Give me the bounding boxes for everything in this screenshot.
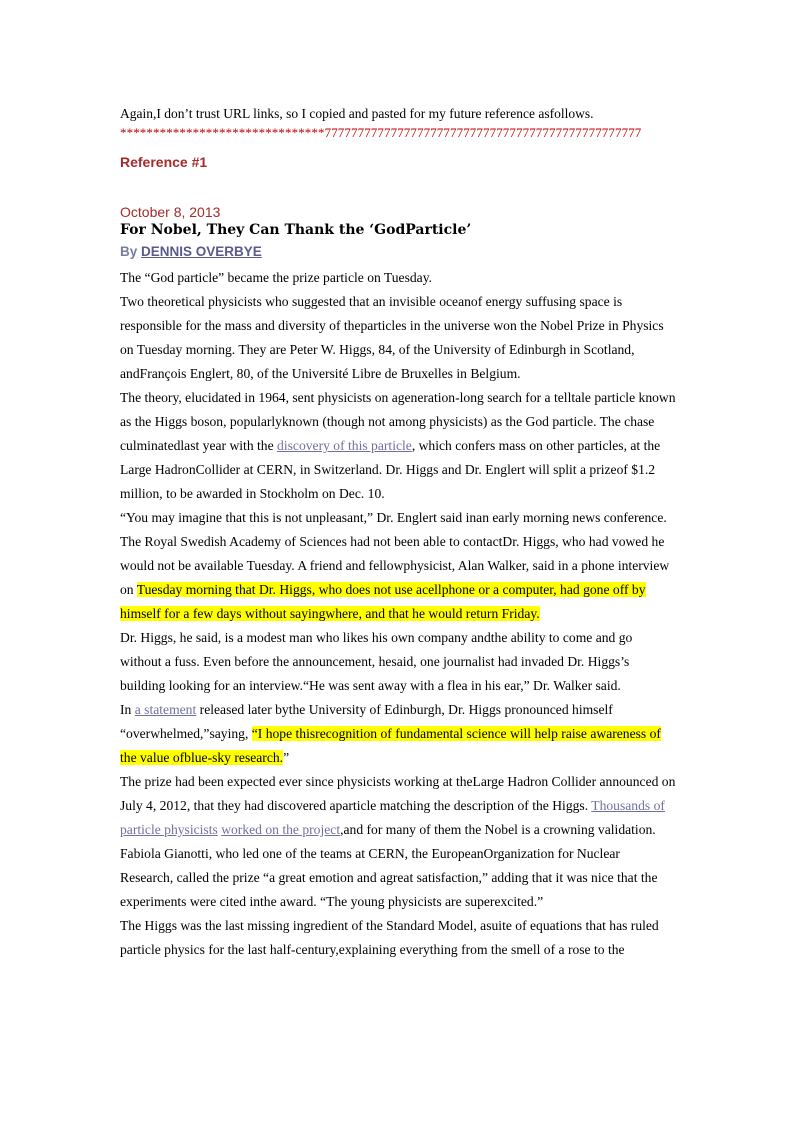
- text-run: The prize had been expected ever since physicists working at theLarge Hadron Collider announced on July 4, 2012, that they had discovered aparticle matching the description of the Higgs.: [120, 774, 676, 813]
- paragraph: The “God particle” became the prize particle on Tuesday.: [120, 270, 433, 285]
- paragraph: [120, 698, 676, 770]
- highlighted-text: “I hope thisrecognition of fundamental science will help raise awareness of the value ofblue-sky research.: [120, 726, 661, 765]
- paragraph: [120, 386, 676, 506]
- text-run: The theory, elucidated in 1964, sent physicists on ageneration-long search for a telltale particle known as the Higgs boson, popularlyknown (though not among physicists) as the God particle. The chase culminatedlast year with the: [120, 390, 676, 453]
- article-headline: For Nobel, They Can Thank the ‘GodParticle’: [120, 222, 472, 238]
- paragraph: [120, 530, 676, 626]
- author-link[interactable]: DENNIS OVERBYE: [141, 244, 262, 259]
- article-body: [120, 266, 676, 962]
- byline-prefix: By: [120, 244, 142, 259]
- project-link[interactable]: worked on the project: [221, 822, 341, 837]
- paragraph: Two theoretical physicists who suggested that an invisible oceanof energy suffusing space is responsible for the mass and diversity of theparticles in the universe won the Nobel Prize in Physics on Tuesday morning. They are Peter W. Higgs, 84, of the University of Edinburgh in Scotland, andFrançois Englert, 80, of the Université Libre de Bruxelles in Belgium.: [120, 294, 664, 381]
- paragraph: The Higgs was the last missing ingredient of the Standard Model, asuite of equations that has ruled particle physics for the last half-century,explaining everything from the smell of a rose to the: [120, 918, 659, 957]
- paragraph: Dr. Higgs, he said, is a modest man who likes his own company andthe ability to come and go without a fuss. Even before the announcement, hesaid, one journalist had invaded Dr. Higgs’s building looking for an interview.“He was sent away with a flea in his ear,” Dr. Walker said.: [120, 630, 633, 693]
- article-byline: [120, 244, 262, 259]
- physicists-link[interactable]: Thousands of particle physicists: [120, 798, 665, 837]
- highlighted-text: Tuesday morning that Dr. Higgs, who does not use acellphone or a computer, had gone off by himself for a few days without sayingwhere, and that he would return Friday.: [120, 582, 646, 621]
- paragraph: “You may imagine that this is not unpleasant,” Dr. Englert said inan early morning news conference.: [120, 510, 667, 525]
- intro-block: [120, 104, 680, 142]
- text-run: , which confers mass on other particles, at the Large HadronCollider at CERN, in Switzerland. Dr. Higgs and Dr. Englert will split a prizeof $1.2 million, to be awarded in Stockholm on Dec. 10.: [120, 438, 661, 501]
- statement-link[interactable]: a statement: [134, 702, 197, 717]
- paragraph: [120, 770, 676, 842]
- text-run: released later bythe University of Edinburgh, Dr. Higgs pronounced himself “overwhelmed,”saying,: [120, 702, 613, 741]
- reference-heading: Reference #1: [120, 154, 208, 170]
- intro-line: Again,I don’t trust URL links, so I copied and pasted for my future reference asfollows.: [120, 106, 594, 121]
- separator-line: *******************************777777777777777777777777777777777777777777777777: [120, 125, 642, 140]
- paragraph: Fabiola Gianotti, who led one of the teams at CERN, the EuropeanOrganization for Nuclear Research, called the prize “a great emotion and agreat satisfaction,” adding that it was nice that the experiments were cited inthe award. “The young physicists are superexcited.”: [120, 846, 658, 909]
- text-run: The Royal Swedish Academy of Sciences had not been able to contactDr. Higgs, who had vowed he would not be available Tuesday. A friend and fellowphysicist, Alan Walker, said in a phone interview on: [120, 534, 670, 597]
- text-run: In: [120, 702, 135, 717]
- article-date: October 8, 2013: [120, 204, 221, 220]
- discovery-link[interactable]: discovery of this particle: [277, 438, 412, 453]
- text-run: ,and for many of them the Nobel is a crowning validation.: [340, 822, 656, 837]
- text-run: ”: [283, 750, 290, 765]
